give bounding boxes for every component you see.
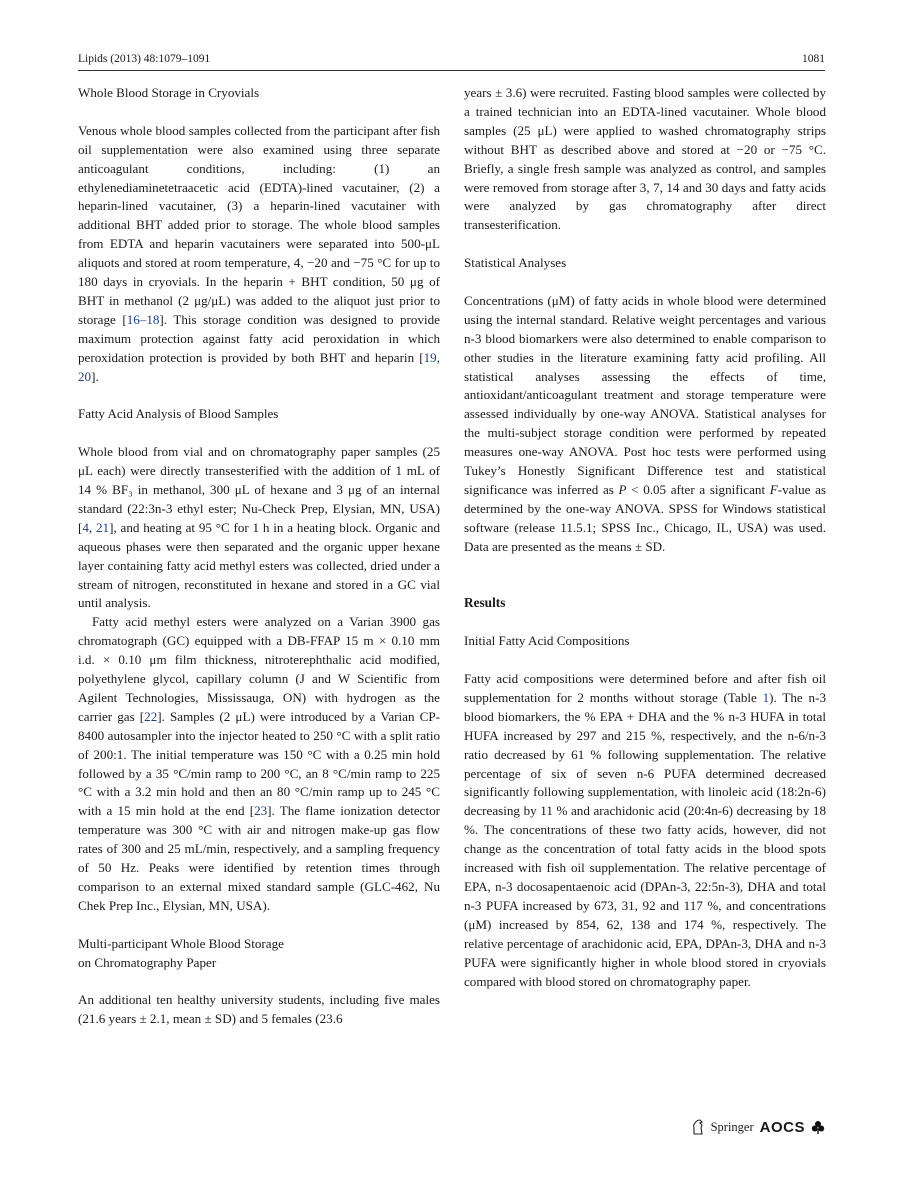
aocs-leaf-icon <box>811 1120 825 1134</box>
paragraph-transesterification: Whole blood from vial and on chromatography paper samples (25 μL each) were directly transesterified with the addition of 1 mL of 14 % BF₃ in methanol, 300 μL of hexane and 3 μg of an internal standard (22:3n-3 ethyl ester; Nu-Check Prep, Elysian, MN, USA) [4, 21], and heating at 95 °C for 1 h in a heating block. Organic and aqueous phases were then separated and the organic upper hexane layer containing fatty acid methyl esters was collected, dried under a stream of nitrogen, reconstituted in hexane and stored in a GC vial until analysis. <box>78 444 440 611</box>
springer-logo: Springer <box>710 1119 754 1134</box>
citation-link[interactable]: 21 <box>96 519 110 535</box>
citation-link[interactable]: 4 <box>82 519 89 535</box>
journal-citation: Lipids (2013) 48:1079–1091 <box>78 53 211 65</box>
section-heading-results: Results <box>464 595 506 611</box>
paragraph-statistics: Concentrations (μM) of fatty acids in whole blood were determined using the internal standard. Relative weight percentages and various n-3 blood biomarkers were also determined to enable comparison to other studies in the literature examining fatty acid profiling. All statistical analyses assessing the effects of time, antioxidant/anticoagulant treatment and storage temperature were assessed individually by one-way ANOVA. Statistical analyses for the multi-subject storage condition were performed by repeated measures one-way ANOVA. Post hoc tests were performed using Tukey’s Honestly Significant Difference test and statistical significance was inferred as P < 0.05 after a significant F-value as determined by the one-way ANOVA. SPSS for Windows statistical software (release 11.5.1; SPSS Inc., Chicago, IL, USA) was used. Data are presented as the means ± SD. <box>464 292 826 554</box>
section-heading-initial-compositions: Initial Fatty Acid Compositions <box>464 633 630 649</box>
paragraph-gas-chromatography: Fatty acid methyl esters were analyzed on a Varian 3900 gas chromatograph (GC) equipped with a DB-FFAP 15 m × 0.10 mm i.d. × 0.10 μm film thickness, nitroterephthalic acid modified, polyethylene glycol, capillary column (J and W Scientific from Agilent Technologies, Mississauga, ON) with hydrogen as the carrier gas [22]. Samples (2 μL) were introduced by a Varian CP-8400 autosampler into the injector heated to 250 °C with a split ratio of 200:1. The initial temperature was 150 °C with a 0.25 min hold followed by a 35 °C/min ramp to 200 °C, an 8 °C/min ramp to 225 °C with a 3.2 min hold and then an 80 °C/min ramp up to 245 °C with a 15 min hold at the end [23]. The flame ionization detector temperature was 300 °C with air and nitrogen make-up gas flow rates of 300 and 25 mL/min, respectively, and a sampling frequency of 50 Hz. Peaks were identified by retention times through comparison to an external mixed standard sample (GLC-462, Nu Chek Prep Inc., Elysian, MN, USA). <box>78 614 441 913</box>
right-column <box>464 84 826 991</box>
section-heading-multi-participant: Multi-participant Whole Blood Storage on Chromatography Paper <box>78 935 284 970</box>
citation-link[interactable]: 23 <box>254 803 268 819</box>
citation-link[interactable]: 20 <box>78 368 92 384</box>
section-heading-statistical-analyses: Statistical Analyses <box>464 255 567 271</box>
springer-horse-icon <box>691 1119 705 1135</box>
paragraph-participants-continued: years ± 3.6) were recruited. Fasting blood samples were collected by a trained technician into an EDTA-lined vacutainer. Whole blood samples (25 μL) were applied to washed chromatography strips without BHT as described above and stored at −20 or −75 °C. Briefly, a single fresh sample was analyzed as control, and samples were removed from storage after 3, 7, 14 and 30 days and fatty acids were analyzed by gas chromatography after direct transesterification. <box>464 85 826 233</box>
citation-link[interactable]: 22 <box>144 708 158 724</box>
paragraph-participants: An additional ten healthy university students, including five males (21.6 years ± 2.1, mean ± SD) and 5 females (23.6 <box>78 992 440 1027</box>
left-column <box>78 84 440 1029</box>
header-rule <box>78 70 825 71</box>
aocs-logo: AOCS <box>759 1118 805 1136</box>
publisher-footer <box>691 1117 825 1137</box>
page-number: 1081 <box>802 53 825 65</box>
paragraph-cryovials: Venous whole blood samples collected from the participant after fish oil supplementation were also examined using three separate anticoagulant conditions, including: (1) an ethylenediaminetetraacetic acid (EDTA)-lined vacutainer, (2) a heparin-lined vacutainer, (3) a heparin-lined vacutainer with additional BHT added prior to storage. The whole blood samples from EDTA and heparin vacutainers were separated into 500-μL aliquots and stored at room temperature, 4, −20 and −75 °C for up to 180 days in cryovials. In the heparin + BHT condition, 50 μg of BHT in methanol (2 μg/μL) was added to the aliquot just prior to storage [16–18]. This storage condition was designed to provide maximum protection against fatty acid peroxidation in which peroxidation protection is provided by both BHT and heparin [19, 20]. <box>78 122 440 384</box>
citation-link[interactable]: 16–18 <box>126 311 160 327</box>
running-head <box>78 52 825 66</box>
citation-link[interactable]: 19 <box>423 349 437 365</box>
table-link[interactable]: 1 <box>762 689 770 705</box>
section-heading-storage-cryovials: Whole Blood Storage in Cryovials <box>78 85 260 100</box>
paragraph-initial-compositions: Fatty acid compositions were determined before and after fish oil supplementation for 2 months without storage (Table 1). The n-3 blood biomarkers, the % EPA + DHA and the % n-3 HUFA in total HUFA increased by 297 and 215 %, respectively, and the n-6/n-3 ratio decreased by 61 % following supplementation. The relative percentage of six of seven n-6 PUFA determined decreased significantly following supplementation, with linoleic acid (18:2n-6) decreasing by 11 % and arachidonic acid (20:4n-6) decreasing by 18 %. The concentrations of these two fatty acids, however, did not change as the concentration of total fatty acids in the blood spots increased with fish oil supplementation. The relative percentage of EPA, n-3 docosapentaenoic acid (DPAn-3, 22:5n-3), DHA and total n-3 PUFA increased by 673, 31, 92 and 117 %, and concentrations (μM) increased by 854, 62, 138 and 174 %, respectively. The relative percentage of arachidonic acid, EPA, DPAn-3, DHA and n-3 PUFA were significantly higher in whole blood stored in cryovials compared with blood stored on chromatography paper. <box>464 671 826 989</box>
section-heading-fatty-acid-analysis: Fatty Acid Analysis of Blood Samples <box>78 406 279 422</box>
